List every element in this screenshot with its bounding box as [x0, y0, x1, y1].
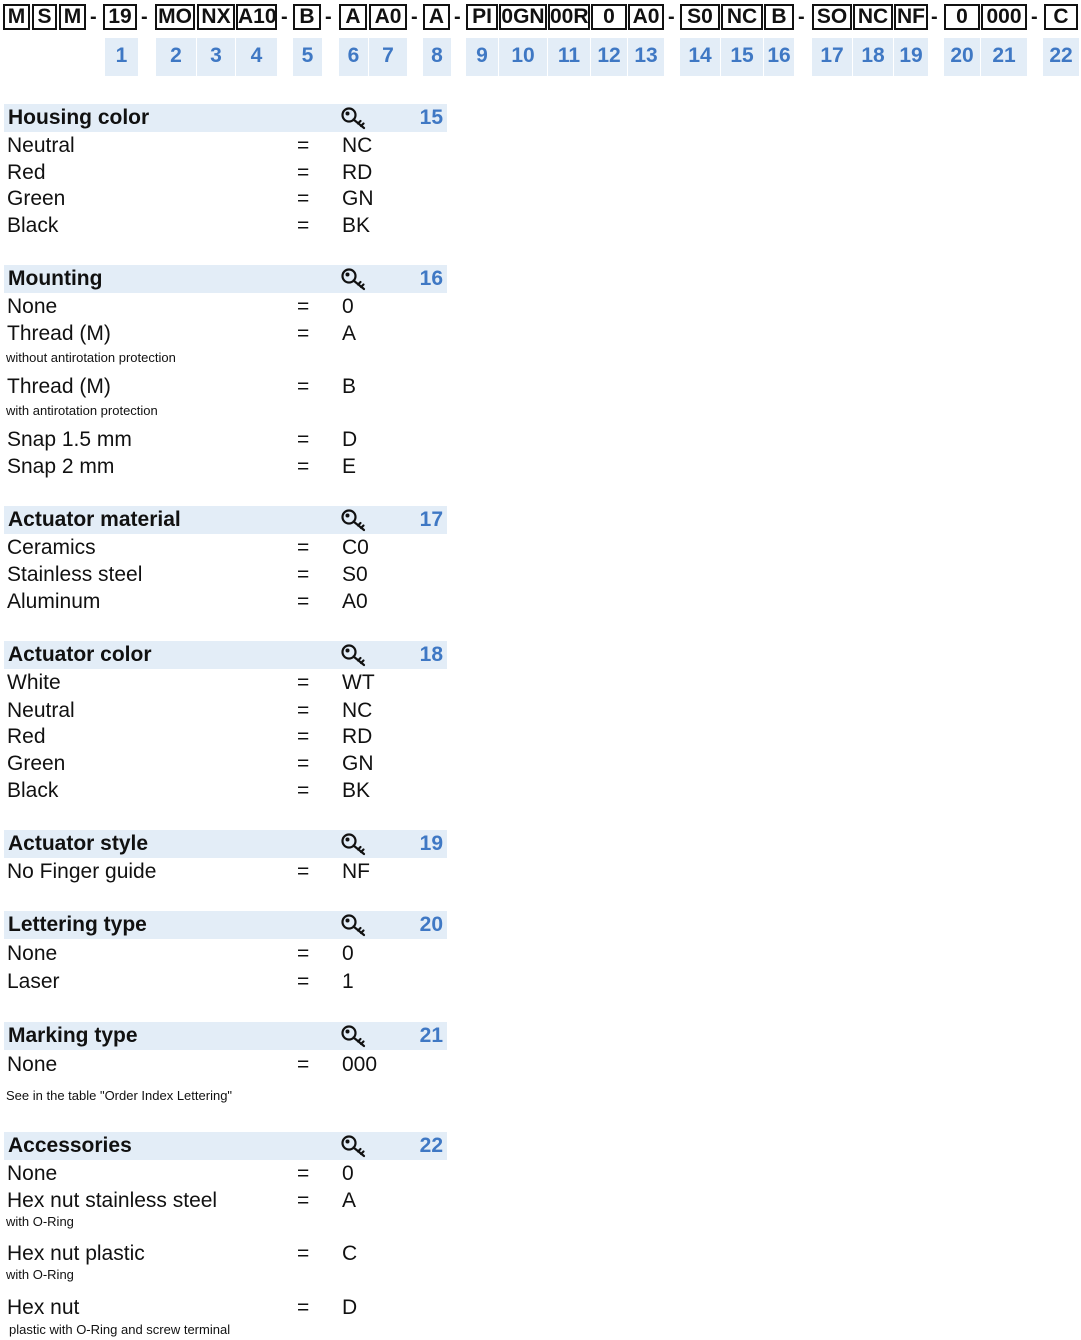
position-number: 1	[105, 38, 138, 76]
equals-sign: =	[297, 428, 310, 451]
option-row	[0, 374, 450, 418]
option-code: RD	[342, 725, 373, 748]
option-row	[0, 535, 450, 561]
code-box: A	[339, 4, 367, 30]
section-header-mounting	[4, 265, 447, 293]
equals-sign: =	[297, 134, 310, 157]
option-code: WT	[342, 671, 375, 694]
option-label: Thread (M)	[7, 375, 111, 398]
option-code: A	[342, 322, 357, 345]
option-label: Snap 2 mm	[7, 455, 115, 478]
section-number: 17	[419, 508, 443, 531]
code-box: M	[59, 4, 86, 30]
equals-sign: =	[297, 860, 310, 883]
key-icon	[340, 1134, 368, 1158]
option-code: E	[342, 455, 357, 478]
option-code: BK	[342, 779, 371, 802]
option-label: Red	[7, 725, 46, 748]
section-header-actuator-material	[4, 506, 447, 534]
option-row	[0, 133, 450, 159]
code-box: 0GN	[499, 4, 547, 30]
option-row	[0, 1052, 450, 1078]
code-separator: -	[281, 6, 288, 28]
code-box: A0	[369, 4, 407, 30]
option-row	[0, 186, 450, 212]
option-code: NC	[342, 699, 373, 722]
section-title: Actuator style	[8, 832, 149, 855]
option-code: D	[342, 1296, 358, 1319]
section-number: 20	[419, 913, 443, 936]
position-number: 14	[680, 38, 720, 76]
equals-sign: =	[297, 563, 310, 586]
code-box: NC	[721, 4, 763, 30]
section-title: Actuator color	[8, 643, 152, 666]
section-title: Lettering type	[8, 913, 147, 936]
code-box: NF	[894, 4, 928, 30]
section-header-lettering-type	[4, 911, 447, 939]
position-number: 12	[591, 38, 627, 76]
position-number: 3	[197, 38, 235, 76]
option-row	[0, 859, 450, 885]
position-number: 22	[1043, 38, 1079, 76]
equals-sign: =	[297, 322, 310, 345]
order-code-row	[0, 0, 1081, 80]
section-title: Marking type	[8, 1024, 138, 1047]
section-header-actuator-style	[4, 830, 447, 858]
option-label: Laser	[7, 970, 60, 993]
equals-sign: =	[297, 1162, 310, 1185]
option-label: Red	[7, 161, 46, 184]
equals-sign: =	[297, 725, 310, 748]
code-box: 0	[591, 4, 627, 30]
code-separator: -	[798, 6, 805, 28]
key-icon	[340, 267, 368, 291]
code-separator: -	[454, 6, 461, 28]
option-label: Green	[7, 187, 66, 210]
option-row	[0, 751, 450, 777]
option-label: None	[7, 1162, 58, 1185]
option-row	[0, 427, 450, 453]
position-number: 15	[721, 38, 763, 76]
option-code: 1	[342, 970, 354, 993]
section-title: Housing color	[8, 106, 150, 129]
code-box: A0	[628, 4, 664, 30]
option-row	[0, 1295, 450, 1337]
key-icon	[340, 643, 368, 667]
option-code: 000	[342, 1053, 378, 1076]
option-label: Ceramics	[7, 536, 96, 559]
code-box: B	[293, 4, 321, 30]
code-box: M	[3, 4, 30, 30]
option-label: Thread (M)	[7, 322, 111, 345]
option-row	[0, 1241, 450, 1282]
code-box: 0	[944, 4, 980, 30]
code-box: NX	[197, 4, 235, 30]
position-number: 19	[894, 38, 928, 76]
option-row	[0, 589, 450, 615]
section-title: Actuator material	[8, 508, 181, 531]
code-separator: -	[931, 6, 938, 28]
section-title: Mounting	[8, 267, 103, 290]
option-label: Black	[7, 779, 59, 802]
option-row	[0, 941, 450, 967]
position-number: 16	[764, 38, 794, 76]
code-separator: -	[1031, 6, 1038, 28]
option-code: B	[342, 375, 357, 398]
position-number: 13	[628, 38, 664, 76]
option-label: Green	[7, 752, 66, 775]
option-code: D	[342, 428, 358, 451]
code-box: C	[1044, 4, 1078, 30]
position-number: 7	[369, 38, 407, 76]
code-box: S0	[680, 4, 720, 30]
option-code: NF	[342, 860, 370, 883]
code-box: 00R	[550, 5, 589, 28]
option-row	[0, 670, 450, 696]
section-number: 22	[419, 1134, 443, 1157]
equals-sign: =	[297, 455, 310, 478]
code-box: PI	[466, 4, 498, 30]
option-code: C	[342, 1242, 358, 1265]
option-label: None	[7, 295, 58, 318]
option-label: Aluminum	[7, 590, 101, 613]
equals-sign: =	[297, 161, 310, 184]
option-row	[0, 1161, 450, 1187]
option-label: Neutral	[7, 134, 75, 157]
key-icon	[340, 832, 368, 856]
equals-sign: =	[297, 1053, 310, 1076]
option-row	[0, 160, 450, 186]
key-icon	[340, 106, 368, 130]
code-box: 000	[981, 4, 1027, 30]
position-number: 20	[944, 38, 980, 76]
equals-sign: =	[297, 671, 310, 694]
position-number: 11	[548, 38, 590, 76]
key-icon	[340, 1024, 368, 1048]
section-header-marking-type	[4, 1022, 447, 1050]
equals-sign: =	[297, 214, 310, 237]
equals-sign: =	[297, 752, 310, 775]
option-label: None	[7, 942, 58, 965]
code-box: A10	[238, 5, 277, 28]
section-title: Accessories	[8, 1134, 132, 1157]
option-code: A0	[342, 590, 368, 613]
section-number: 15	[419, 106, 443, 129]
marking-note: See in the table "Order Index Lettering"	[6, 1088, 233, 1103]
section-header-actuator-color	[4, 641, 447, 669]
section-header-accessories	[4, 1132, 447, 1160]
code-box: NC	[853, 4, 893, 30]
option-description: plastic with O-Ring and screw terminal	[9, 1322, 231, 1337]
option-code: BK	[342, 214, 371, 237]
section-number: 16	[419, 267, 443, 290]
option-row	[0, 294, 450, 320]
position-number: 8	[423, 38, 451, 76]
option-code: C0	[342, 536, 369, 559]
option-code: A	[342, 1189, 357, 1212]
code-box: SO	[812, 4, 852, 30]
equals-sign: =	[297, 187, 310, 210]
position-number: 4	[236, 38, 277, 76]
equals-sign: =	[297, 942, 310, 965]
option-label: Hex nut plastic	[7, 1242, 145, 1265]
equals-sign: =	[297, 970, 310, 993]
section-header-housing-color	[4, 104, 447, 132]
code-box: MO	[155, 4, 195, 30]
position-number: 5	[293, 38, 322, 76]
option-row	[0, 969, 450, 995]
code-box: 19	[103, 4, 137, 30]
equals-sign: =	[297, 590, 310, 613]
position-number: 18	[853, 38, 893, 76]
option-row	[0, 562, 450, 588]
option-code: RD	[342, 161, 373, 184]
option-code: GN	[342, 752, 374, 775]
position-number: 17	[812, 38, 852, 76]
option-row	[0, 213, 450, 239]
section-number: 18	[419, 643, 443, 666]
equals-sign: =	[297, 536, 310, 559]
code-separator: -	[141, 6, 148, 28]
option-label: Black	[7, 214, 59, 237]
option-code: 0	[342, 295, 354, 318]
option-label: Stainless steel	[7, 563, 143, 586]
option-label: White	[7, 671, 61, 694]
option-code: NC	[342, 134, 373, 157]
code-separator: -	[668, 6, 675, 28]
equals-sign: =	[297, 295, 310, 318]
option-label: Snap 1.5 mm	[7, 428, 132, 451]
option-code: GN	[342, 187, 374, 210]
section-number: 21	[419, 1024, 443, 1047]
key-icon	[340, 913, 368, 937]
code-box: B	[764, 4, 794, 30]
option-label: Neutral	[7, 699, 75, 722]
position-number: 6	[339, 38, 368, 76]
section-number: 19	[419, 832, 443, 855]
code-separator: -	[90, 6, 97, 28]
option-row	[0, 698, 450, 724]
code-separator: -	[325, 6, 332, 28]
equals-sign: =	[297, 375, 310, 398]
option-code: 0	[342, 942, 354, 965]
option-label: None	[7, 1053, 58, 1076]
option-code: S0	[342, 563, 368, 586]
equals-sign: =	[297, 1296, 310, 1319]
key-icon	[340, 508, 368, 532]
option-row	[0, 724, 450, 750]
equals-sign: =	[297, 699, 310, 722]
code-separator: -	[411, 6, 418, 28]
option-row	[0, 778, 450, 804]
option-description: with O-Ring	[6, 1214, 74, 1229]
equals-sign: =	[297, 779, 310, 802]
equals-sign: =	[297, 1189, 310, 1212]
position-number: 9	[466, 38, 498, 76]
option-label: No Finger guide	[7, 860, 157, 883]
option-description: with antirotation protection	[6, 403, 158, 418]
option-description: without antirotation protection	[6, 350, 176, 365]
option-row	[0, 1188, 450, 1229]
option-code: 0	[342, 1162, 354, 1185]
position-number: 21	[981, 38, 1027, 76]
code-box: A	[423, 4, 450, 30]
option-label: Hex nut stainless steel	[7, 1189, 218, 1212]
position-number: 10	[499, 38, 547, 76]
option-label: Hex nut	[7, 1296, 80, 1319]
option-row	[0, 321, 450, 365]
code-box: S	[32, 4, 57, 30]
position-number: 2	[156, 38, 196, 76]
option-row	[0, 454, 450, 480]
option-description: with O-Ring	[6, 1267, 74, 1282]
equals-sign: =	[297, 1242, 310, 1265]
